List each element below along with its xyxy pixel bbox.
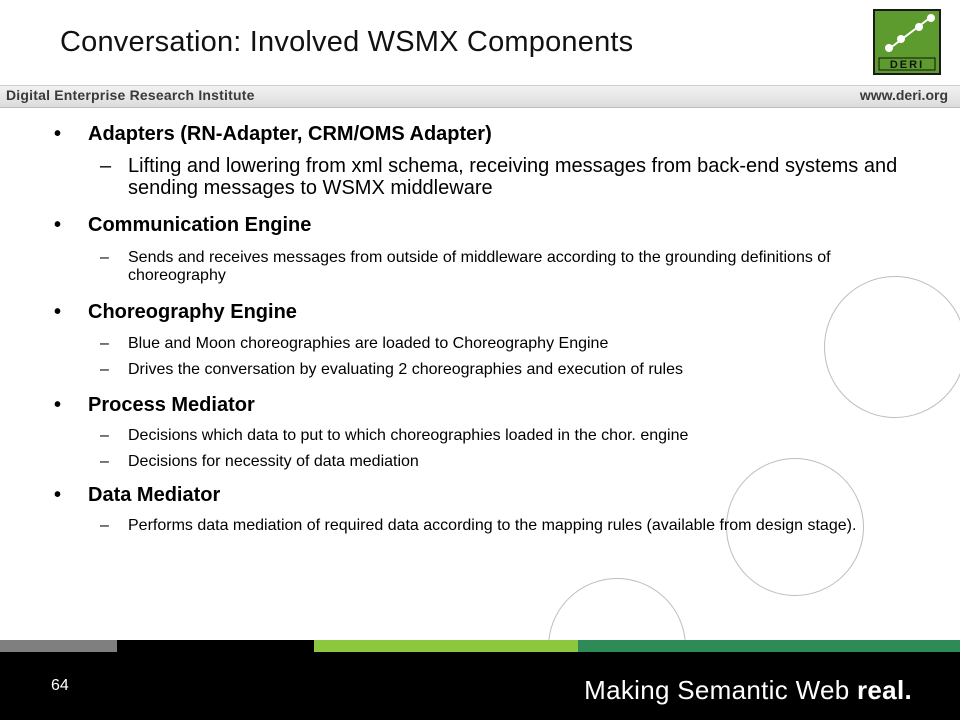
bullet-data-mediator [50,483,910,507]
bullet-process-mediator [50,393,910,417]
bullet-heading: Process Mediator [88,394,255,416]
bullet-heading: Choreography Engine [88,301,297,323]
sub-bullet-text: Decisions for necessity of data mediation [128,453,419,470]
sub-bullet [50,361,910,379]
dash-marker: – [100,361,109,378]
bullet-dot: • [54,301,62,323]
sub-bullet-text: Decisions which data to put to which choreographies loaded in the chor. engine [128,427,689,444]
website-url: www.deri.org [859,87,948,103]
bullet-dot: • [54,123,62,145]
bullet-dot: • [54,394,62,416]
dash-marker: – [100,155,112,177]
dash-marker: – [100,427,109,444]
tagline [584,675,912,706]
deri-logo [873,9,941,75]
sub-bullet [50,155,910,199]
bullet-choreography-engine [50,300,910,324]
tagline-bold: real. [857,675,912,705]
sub-bullet-text: Lifting and lowering from xml schema, receiving messages from back-end systems and sending messages to WSMX middleware [128,155,898,199]
institute-name: Digital Enterprise Research Institute [6,87,255,103]
footer-strip-lime [314,640,578,652]
page-number: 64 [51,677,69,694]
sub-bullet-text: Blue and Moon choreographies are loaded to Choreography Engine [128,335,609,352]
dash-marker: – [100,517,109,534]
dash-marker: – [100,335,109,352]
bullet-heading: Adapters (RN-Adapter, CRM/OMS Adapter) [88,123,492,145]
dash-marker: – [100,249,109,266]
tagline-regular: Making Semantic Web [584,675,857,705]
bullet-dot: • [54,214,62,236]
dash-marker: – [100,453,109,470]
sub-bullet-text: Drives the conversation by evaluating 2 choreographies and execution of rules [128,361,683,378]
bullet-communication-engine [50,213,910,237]
footer-strip-gray [0,640,117,652]
slide-content [50,122,910,544]
bullet-heading: Data Mediator [88,484,221,506]
sub-bullet [50,427,910,445]
sub-bullet [50,517,910,535]
bullet-heading: Communication Engine [88,214,312,236]
slide-title: Conversation: Involved WSMX Components [60,26,634,58]
bullet-dot: • [54,484,62,506]
sub-bullet-text: Performs data mediation of required data according to the mapping rules (available from design stage). [128,517,857,534]
sub-bullet [50,249,910,285]
sub-bullet [50,335,910,353]
footer-strip-black [117,640,314,652]
sub-bullet [50,453,910,471]
logo-text: DERI [889,59,925,71]
bullet-adapters [50,122,910,146]
sub-bullet-text: Sends and receives messages from outside of middleware according to the grounding definitions of choreography [128,249,831,284]
footer-strip-teal [578,640,960,652]
